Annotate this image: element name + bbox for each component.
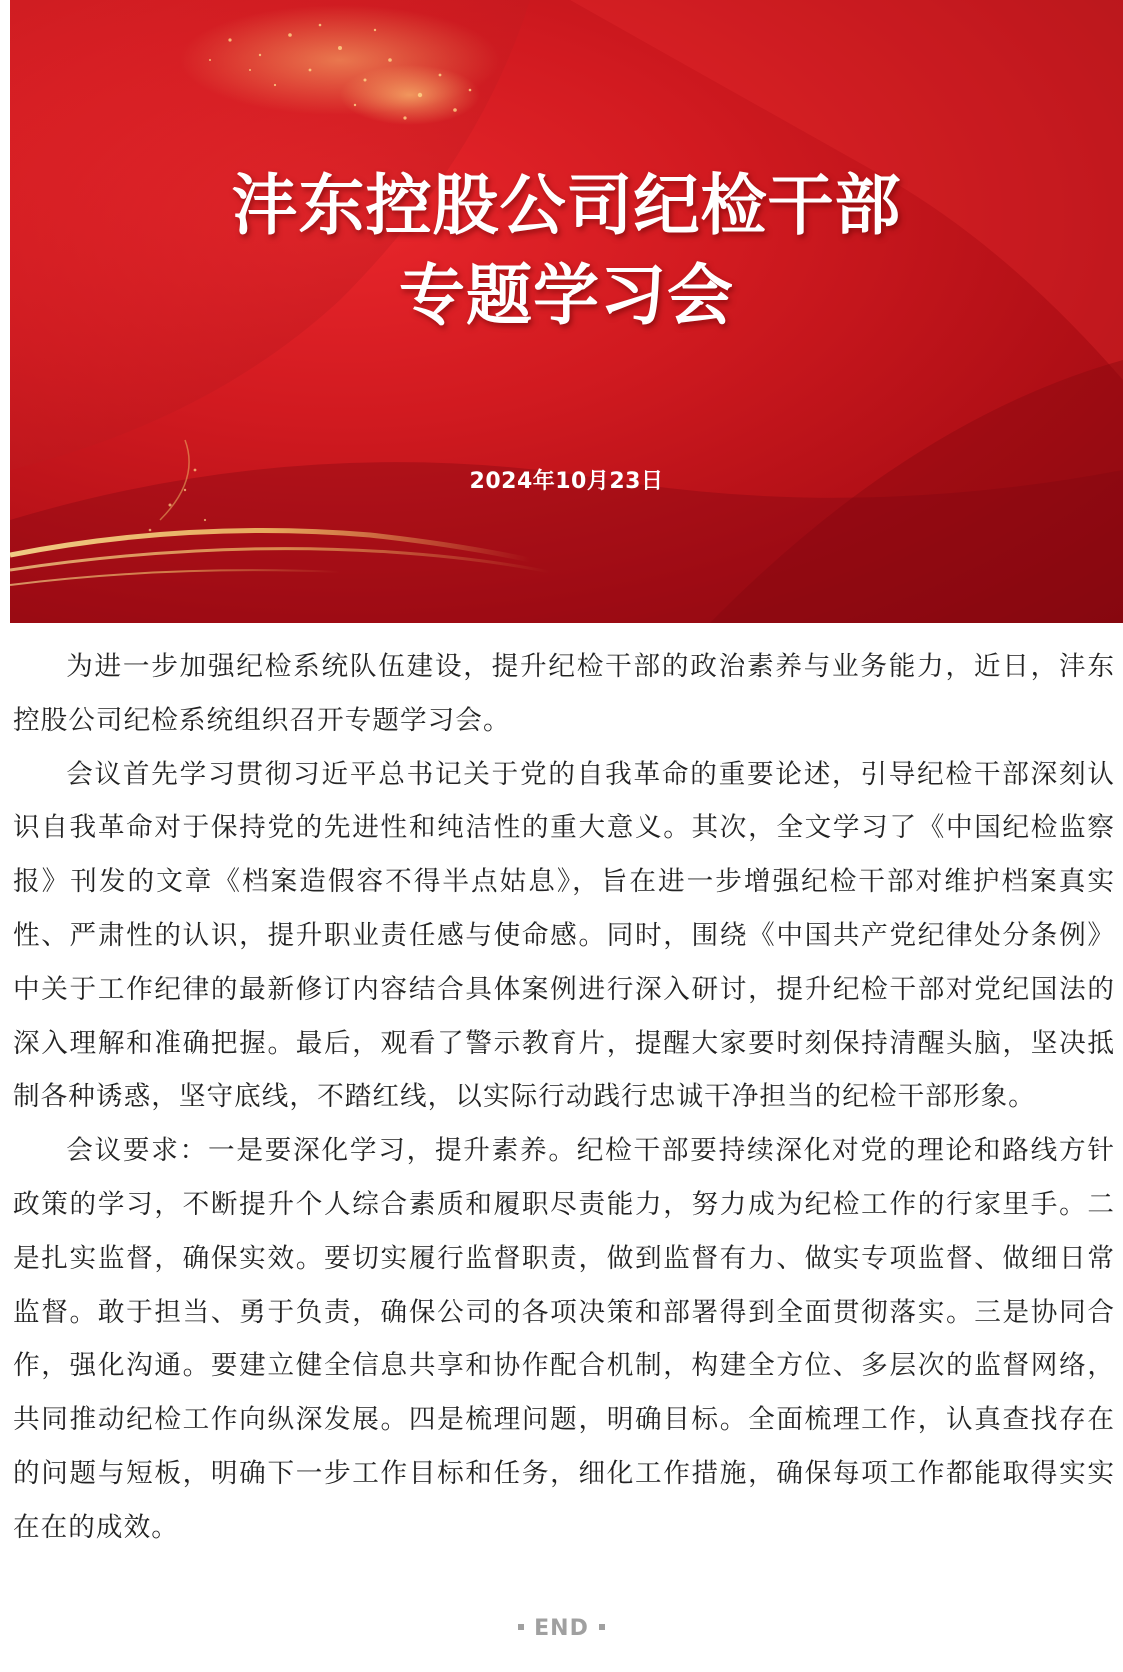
end-dot-right [599, 1624, 605, 1630]
header-banner [10, 0, 1123, 623]
banner-date: 2024年10月23日 [469, 469, 664, 494]
end-marker [0, 1616, 1123, 1641]
end-dot-left [518, 1624, 524, 1630]
banner-title-line-2: 专题学习会 [399, 257, 734, 334]
article-paragraph: 会议要求：一是要深化学习，提升素养。纪检干部要持续深化对党的理论和路线方针政策的学习，不断提升个人综合素质和履职尽责能力，努力成为纪检工作的行家里手。二是扎实监督，确保实效。要切实履行监督职责，做到监督有力、做实专项监督、做细日常监督。敢于担当、勇于负责，确保公司的各项决策和部署得到全面贯彻落实。三是协同合作，强化沟通。要建立健全信息共享和协作配合机制，构建全方位、多层次的监督网络，共同推动纪检工作向纵深发展。四是梳理问题，明确目标。全面梳理工作，认真查找存在的问题与短板，明确下一步工作目标和任务，细化工作措施，确保每项工作都能取得实实在在的成效。 [13, 1135, 1115, 1543]
article-paragraph: 为进一步加强纪检系统队伍建设，提升纪检干部的政治素养与业务能力，近日，沣东控股公司纪检系统组织召开专题学习会。 [13, 651, 1115, 736]
end-label: END [534, 1616, 589, 1641]
article-body [13, 640, 1115, 1555]
banner-title-line-1: 沣东控股公司纪检干部 [231, 167, 902, 244]
article-paragraph: 会议首先学习贯彻习近平总书记关于党的自我革命的重要论述，引导纪检干部深刻认识自我革命对于保持党的先进性和纯洁性的重大意义。其次，全文学习了《中国纪检监察报》刊发的文章《档案造假容不得半点姑息》，旨在进一步增强纪检干部对维护档案真实性、严肃性的认识，提升职业责任感与使命感。同时，围绕《中国共产党纪律处分条例》中关于工作纪律的最新修订内容结合具体案例进行深入研讨，提升纪检干部对党纪国法的深入理解和准确把握。最后，观看了警示教育片，提醒大家要时刻保持清醒头脑，坚决抵制各种诱惑，坚守底线，不踏红线，以实际行动践行忠诚干净担当的纪检干部形象。 [13, 758, 1115, 1113]
